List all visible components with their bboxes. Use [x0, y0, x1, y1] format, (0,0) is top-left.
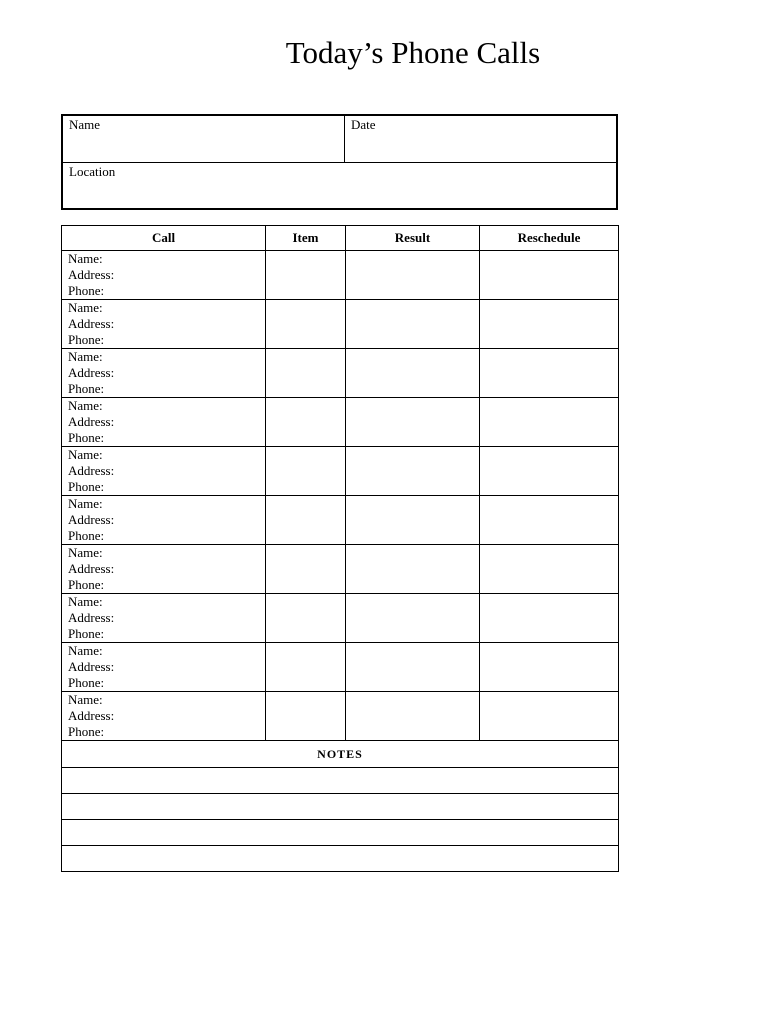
call-cell[interactable] — [62, 251, 266, 300]
call-name-label: Name: — [68, 349, 103, 364]
item-cell[interactable] — [266, 398, 346, 447]
col-header-call: Call — [62, 226, 266, 251]
call-address-label: Address: — [68, 316, 115, 331]
call-name-label: Name: — [68, 447, 103, 462]
location-field[interactable] — [63, 163, 616, 208]
col-header-reschedule: Reschedule — [480, 226, 619, 251]
call-address-label: Address: — [68, 267, 115, 282]
call-phone-label: Phone: — [68, 528, 105, 543]
call-phone-label: Phone: — [68, 479, 105, 494]
call-cell[interactable] — [62, 643, 266, 692]
call-phone-label: Phone: — [68, 381, 105, 396]
reschedule-cell[interactable] — [480, 545, 619, 594]
reschedule-cell[interactable] — [480, 643, 619, 692]
call-cell[interactable] — [62, 545, 266, 594]
table-row — [62, 496, 619, 545]
call-address-label: Address: — [68, 512, 115, 527]
result-cell[interactable] — [346, 349, 480, 398]
reschedule-cell[interactable] — [480, 594, 619, 643]
col-header-item: Item — [266, 226, 346, 251]
name-label: Name — [69, 117, 101, 132]
reschedule-cell[interactable] — [480, 300, 619, 349]
item-cell[interactable] — [266, 496, 346, 545]
table-row — [62, 300, 619, 349]
notes-header-row — [62, 741, 619, 768]
call-address-label: Address: — [68, 561, 115, 576]
item-cell[interactable] — [266, 692, 346, 741]
result-cell[interactable] — [346, 496, 480, 545]
table-row — [62, 545, 619, 594]
date-field[interactable] — [345, 116, 616, 162]
item-cell[interactable] — [266, 545, 346, 594]
call-cell[interactable] — [62, 692, 266, 741]
table-row — [62, 692, 619, 741]
result-cell[interactable] — [346, 398, 480, 447]
call-cell[interactable] — [62, 349, 266, 398]
col-header-result: Result — [346, 226, 480, 251]
notes-line-cell[interactable] — [62, 820, 619, 846]
table-row — [62, 447, 619, 496]
table-row — [62, 594, 619, 643]
call-name-label: Name: — [68, 496, 103, 511]
call-name-label: Name: — [68, 643, 103, 658]
call-phone-label: Phone: — [68, 332, 105, 347]
table-row — [62, 398, 619, 447]
reschedule-cell[interactable] — [480, 496, 619, 545]
call-name-label: Name: — [68, 594, 103, 609]
call-phone-label: Phone: — [68, 675, 105, 690]
result-cell[interactable] — [346, 447, 480, 496]
call-phone-label: Phone: — [68, 626, 105, 641]
table-row — [62, 251, 619, 300]
reschedule-cell[interactable] — [480, 398, 619, 447]
reschedule-cell[interactable] — [480, 251, 619, 300]
reschedule-cell[interactable] — [480, 349, 619, 398]
header-box — [61, 114, 618, 210]
name-field[interactable] — [63, 116, 345, 162]
reschedule-cell[interactable] — [480, 692, 619, 741]
header-row — [63, 116, 616, 163]
reschedule-cell[interactable] — [480, 447, 619, 496]
call-name-label: Name: — [68, 692, 103, 707]
call-address-label: Address: — [68, 463, 115, 478]
notes-label: NOTES — [62, 741, 619, 768]
call-address-label: Address: — [68, 365, 115, 380]
item-cell[interactable] — [266, 643, 346, 692]
notes-line-cell[interactable] — [62, 794, 619, 820]
notes-line — [62, 820, 619, 846]
call-phone-label: Phone: — [68, 283, 105, 298]
call-address-label: Address: — [68, 659, 115, 674]
table-row — [62, 643, 619, 692]
result-cell[interactable] — [346, 692, 480, 741]
call-cell[interactable] — [62, 447, 266, 496]
notes-line-cell[interactable] — [62, 768, 619, 794]
call-cell[interactable] — [62, 594, 266, 643]
item-cell[interactable] — [266, 300, 346, 349]
result-cell[interactable] — [346, 300, 480, 349]
notes-line — [62, 794, 619, 820]
call-address-label: Address: — [68, 610, 115, 625]
item-cell[interactable] — [266, 349, 346, 398]
call-cell[interactable] — [62, 496, 266, 545]
result-cell[interactable] — [346, 251, 480, 300]
location-label: Location — [69, 164, 116, 179]
call-phone-label: Phone: — [68, 724, 105, 739]
call-cell[interactable] — [62, 398, 266, 447]
item-cell[interactable] — [266, 251, 346, 300]
call-address-label: Address: — [68, 708, 115, 723]
notes-line — [62, 846, 619, 872]
item-cell[interactable] — [266, 594, 346, 643]
call-phone-label: Phone: — [68, 430, 105, 445]
notes-line-cell[interactable] — [62, 846, 619, 872]
call-name-label: Name: — [68, 398, 103, 413]
table-row — [62, 349, 619, 398]
call-name-label: Name: — [68, 545, 103, 560]
result-cell[interactable] — [346, 545, 480, 594]
table-header-row — [62, 226, 619, 251]
notes-line — [62, 768, 619, 794]
result-cell[interactable] — [346, 643, 480, 692]
call-name-label: Name: — [68, 251, 103, 266]
page-title: Today’s Phone Calls — [285, 35, 541, 70]
call-phone-label: Phone: — [68, 577, 105, 592]
result-cell[interactable] — [346, 594, 480, 643]
call-cell[interactable] — [62, 300, 266, 349]
item-cell[interactable] — [266, 447, 346, 496]
calls-table — [61, 225, 619, 872]
call-name-label: Name: — [68, 300, 103, 315]
call-address-label: Address: — [68, 414, 115, 429]
date-label: Date — [351, 117, 376, 132]
